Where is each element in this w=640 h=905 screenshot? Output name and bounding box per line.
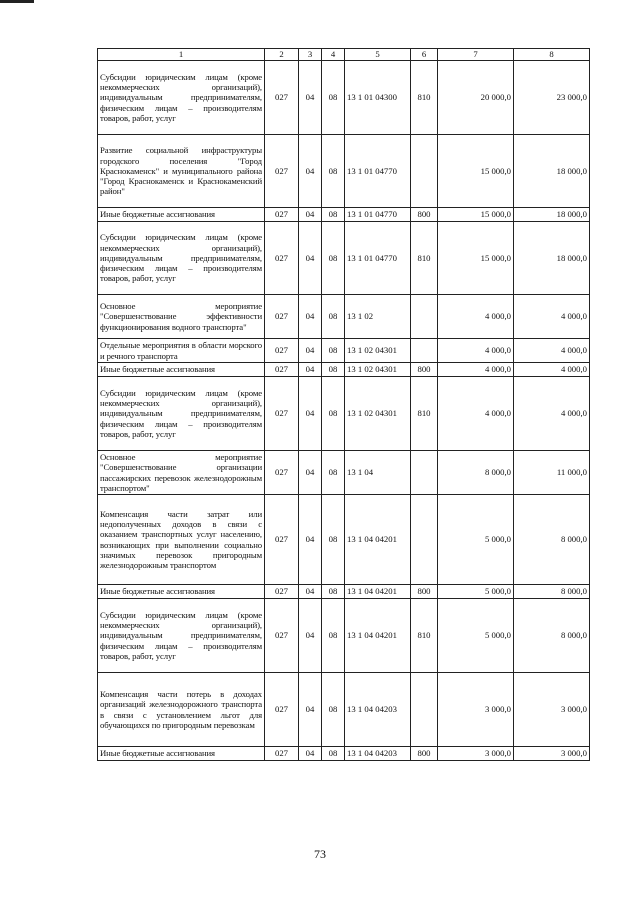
row-subsection-code: 08 — [322, 585, 345, 599]
row-ministry-code: 027 — [265, 208, 299, 222]
row-amount-col8: 8 000,0 — [514, 599, 590, 673]
row-name: Компенсация части затрат или недополученных доходов в связи с оказанием транспортных услуг населению, возникающих при выполнении социально значимых перевозок пригородным железнодорожным транспортом — [98, 495, 265, 585]
budget-table — [97, 48, 590, 761]
table-row — [98, 135, 590, 208]
row-section-code: 04 — [299, 599, 322, 673]
row-amount-col8: 4 000,0 — [514, 377, 590, 451]
header-cell: 7 — [438, 49, 514, 61]
row-target-article: 13 1 02 04301 — [345, 363, 411, 377]
header-cell: 3 — [299, 49, 322, 61]
row-expense-type: 810 — [411, 599, 438, 673]
row-amount-col7: 15 000,0 — [438, 208, 514, 222]
row-subsection-code: 08 — [322, 295, 345, 339]
row-section-code: 04 — [299, 222, 322, 295]
row-name: Основное мероприятие "Совершенствование эффективности функционирования водного транспорта" — [98, 295, 265, 339]
row-name: Развитие социальной инфраструктуры городского поселения "Город Краснокаменск" и муниципального района "Город Краснокаменск и Краснокаменский район" — [98, 135, 265, 208]
row-ministry-code: 027 — [265, 363, 299, 377]
row-expense-type — [411, 339, 438, 363]
row-amount-col7: 4 000,0 — [438, 377, 514, 451]
row-ministry-code: 027 — [265, 673, 299, 747]
row-name: Субсидии юридическим лицам (кроме некоммерческих организаций), индивидуальным предпринимателям, физическим лицам – производителям товаров, работ, услуг — [98, 377, 265, 451]
row-target-article: 13 1 02 04301 — [345, 377, 411, 451]
row-amount-col7: 3 000,0 — [438, 747, 514, 761]
row-ministry-code: 027 — [265, 339, 299, 363]
row-subsection-code: 08 — [322, 363, 345, 377]
row-target-article: 13 1 01 04770 — [345, 135, 411, 208]
row-expense-type: 800 — [411, 585, 438, 599]
row-target-article: 13 1 04 04203 — [345, 747, 411, 761]
table-row — [98, 339, 590, 363]
row-expense-type: 800 — [411, 747, 438, 761]
row-ministry-code: 027 — [265, 295, 299, 339]
row-section-code: 04 — [299, 295, 322, 339]
row-name: Субсидии юридическим лицам (кроме некоммерческих организаций), индивидуальным предпринимателям, физическим лицам – производителям товаров, работ, услуг — [98, 222, 265, 295]
row-target-article: 13 1 04 04203 — [345, 673, 411, 747]
row-target-article: 13 1 04 04201 — [345, 495, 411, 585]
row-target-article: 13 1 04 — [345, 451, 411, 495]
row-section-code: 04 — [299, 61, 322, 135]
table-row — [98, 451, 590, 495]
row-amount-col8: 23 000,0 — [514, 61, 590, 135]
row-target-article: 13 1 04 04201 — [345, 599, 411, 673]
row-target-article: 13 1 02 04301 — [345, 339, 411, 363]
row-amount-col7: 5 000,0 — [438, 495, 514, 585]
row-section-code: 04 — [299, 585, 322, 599]
row-subsection-code: 08 — [322, 61, 345, 135]
row-expense-type: 810 — [411, 222, 438, 295]
row-amount-col8: 18 000,0 — [514, 208, 590, 222]
row-expense-type — [411, 451, 438, 495]
header-row — [98, 49, 590, 61]
row-amount-col7: 8 000,0 — [438, 451, 514, 495]
row-ministry-code: 027 — [265, 585, 299, 599]
row-amount-col8: 11 000,0 — [514, 451, 590, 495]
row-amount-col8: 8 000,0 — [514, 495, 590, 585]
row-section-code: 04 — [299, 135, 322, 208]
row-expense-type: 800 — [411, 208, 438, 222]
row-ministry-code: 027 — [265, 599, 299, 673]
row-amount-col8: 3 000,0 — [514, 747, 590, 761]
row-amount-col8: 8 000,0 — [514, 585, 590, 599]
row-amount-col8: 18 000,0 — [514, 135, 590, 208]
row-subsection-code: 08 — [322, 222, 345, 295]
row-name: Компенсация части потерь в доходах организаций железнодорожного транспорта в связи с установлением льгот для обучающихся по пригородным перевозкам — [98, 673, 265, 747]
row-target-article: 13 1 01 04770 — [345, 208, 411, 222]
row-expense-type: 810 — [411, 61, 438, 135]
row-amount-col7: 5 000,0 — [438, 599, 514, 673]
row-subsection-code: 08 — [322, 495, 345, 585]
row-subsection-code: 08 — [322, 377, 345, 451]
header-cell: 1 — [98, 49, 265, 61]
row-amount-col7: 4 000,0 — [438, 295, 514, 339]
table-row — [98, 673, 590, 747]
row-amount-col7: 5 000,0 — [438, 585, 514, 599]
row-section-code: 04 — [299, 363, 322, 377]
row-expense-type: 810 — [411, 377, 438, 451]
row-amount-col7: 15 000,0 — [438, 135, 514, 208]
row-name: Отдельные мероприятия в области морского и речного транспорта — [98, 339, 265, 363]
row-ministry-code: 027 — [265, 377, 299, 451]
row-name: Субсидии юридическим лицам (кроме некоммерческих организаций), индивидуальным предпринимателям, физическим лицам – производителям товаров, работ, услуг — [98, 61, 265, 135]
row-name: Основное мероприятие "Совершенствование организации пассажирских перевозок железнодорожным транспортом" — [98, 451, 265, 495]
row-amount-col8: 4 000,0 — [514, 363, 590, 377]
row-ministry-code: 027 — [265, 135, 299, 208]
table-row — [98, 363, 590, 377]
row-subsection-code: 08 — [322, 747, 345, 761]
row-expense-type — [411, 295, 438, 339]
header-cell: 6 — [411, 49, 438, 61]
header-cell: 8 — [514, 49, 590, 61]
table-row — [98, 222, 590, 295]
top-mark — [0, 0, 34, 3]
table-row — [98, 495, 590, 585]
header-cell: 4 — [322, 49, 345, 61]
table-row — [98, 747, 590, 761]
row-ministry-code: 027 — [265, 495, 299, 585]
row-name: Иные бюджетные ассигнования — [98, 585, 265, 599]
row-amount-col7: 4 000,0 — [438, 339, 514, 363]
row-section-code: 04 — [299, 377, 322, 451]
row-subsection-code: 08 — [322, 339, 345, 363]
table-row — [98, 599, 590, 673]
header-cell: 5 — [345, 49, 411, 61]
table-row — [98, 295, 590, 339]
row-section-code: 04 — [299, 339, 322, 363]
table-row — [98, 377, 590, 451]
row-amount-col7: 15 000,0 — [438, 222, 514, 295]
row-expense-type — [411, 495, 438, 585]
header-cell: 2 — [265, 49, 299, 61]
row-subsection-code: 08 — [322, 135, 345, 208]
row-amount-col8: 18 000,0 — [514, 222, 590, 295]
row-name: Иные бюджетные ассигнования — [98, 747, 265, 761]
row-subsection-code: 08 — [322, 599, 345, 673]
page-number: 73 — [314, 847, 326, 861]
row-amount-col7: 3 000,0 — [438, 673, 514, 747]
row-expense-type: 800 — [411, 363, 438, 377]
row-amount-col8: 4 000,0 — [514, 295, 590, 339]
row-section-code: 04 — [299, 208, 322, 222]
row-expense-type — [411, 135, 438, 208]
row-target-article: 13 1 01 04770 — [345, 222, 411, 295]
row-target-article: 13 1 04 04201 — [345, 585, 411, 599]
row-ministry-code: 027 — [265, 222, 299, 295]
row-subsection-code: 08 — [322, 451, 345, 495]
row-amount-col8: 4 000,0 — [514, 339, 590, 363]
row-amount-col7: 4 000,0 — [438, 363, 514, 377]
row-name: Иные бюджетные ассигнования — [98, 208, 265, 222]
row-section-code: 04 — [299, 673, 322, 747]
row-amount-col8: 3 000,0 — [514, 673, 590, 747]
row-expense-type — [411, 673, 438, 747]
table-row — [98, 208, 590, 222]
table-row — [98, 61, 590, 135]
row-target-article: 13 1 02 — [345, 295, 411, 339]
row-subsection-code: 08 — [322, 673, 345, 747]
row-ministry-code: 027 — [265, 451, 299, 495]
row-target-article: 13 1 01 04300 — [345, 61, 411, 135]
row-amount-col7: 20 000,0 — [438, 61, 514, 135]
table-row — [98, 585, 590, 599]
row-subsection-code: 08 — [322, 208, 345, 222]
row-ministry-code: 027 — [265, 747, 299, 761]
row-name: Субсидии юридическим лицам (кроме некоммерческих организаций), индивидуальным предпринимателям, физическим лицам – производителям товаров, работ, услуг — [98, 599, 265, 673]
row-section-code: 04 — [299, 747, 322, 761]
row-section-code: 04 — [299, 495, 322, 585]
row-ministry-code: 027 — [265, 61, 299, 135]
row-name: Иные бюджетные ассигнования — [98, 363, 265, 377]
row-section-code: 04 — [299, 451, 322, 495]
